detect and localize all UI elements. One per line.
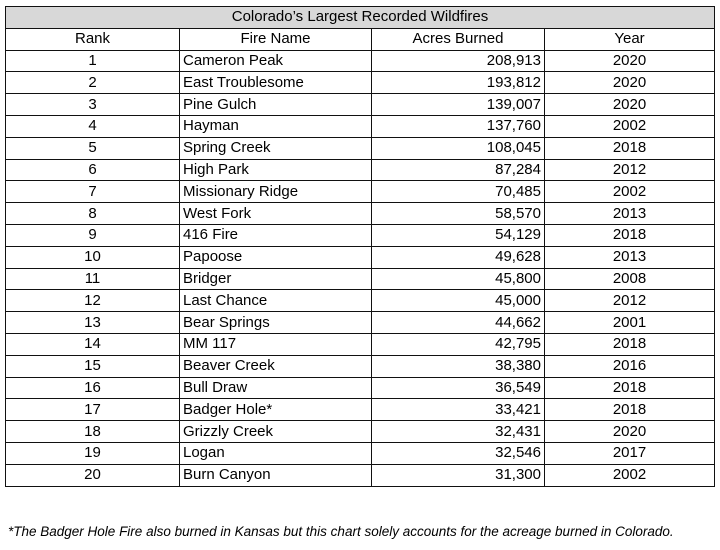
table-row xyxy=(6,246,715,268)
year-cell: 2018 xyxy=(545,399,715,421)
rank-cell: 20 xyxy=(6,464,180,486)
fire-name-cell: Missionary Ridge xyxy=(180,181,372,203)
table-row xyxy=(6,421,715,443)
rank-cell: 10 xyxy=(6,246,180,268)
table-row xyxy=(6,355,715,377)
rank-cell: 5 xyxy=(6,137,180,159)
fire-name-cell: Grizzly Creek xyxy=(180,421,372,443)
year-cell: 2018 xyxy=(545,224,715,246)
year-cell: 2018 xyxy=(545,137,715,159)
acres-cell: 54,129 xyxy=(372,224,545,246)
fire-name-cell: Bridger xyxy=(180,268,372,290)
wildfire-table xyxy=(5,6,715,487)
table-row xyxy=(6,224,715,246)
acres-cell: 36,549 xyxy=(372,377,545,399)
column-header-acres-burned: Acres Burned xyxy=(372,28,545,50)
year-cell: 2001 xyxy=(545,312,715,334)
rank-cell: 3 xyxy=(6,94,180,116)
rank-cell: 8 xyxy=(6,203,180,225)
year-cell: 2002 xyxy=(545,115,715,137)
table-title-row xyxy=(6,7,715,29)
table-row xyxy=(6,442,715,464)
acres-cell: 70,485 xyxy=(372,181,545,203)
fire-name-cell: East Troublesome xyxy=(180,72,372,94)
year-cell: 2008 xyxy=(545,268,715,290)
year-cell: 2020 xyxy=(545,50,715,72)
acres-cell: 137,760 xyxy=(372,115,545,137)
rank-cell: 2 xyxy=(6,72,180,94)
acres-cell: 32,431 xyxy=(372,421,545,443)
table-row xyxy=(6,94,715,116)
table-title: Colorado’s Largest Recorded Wildfires xyxy=(6,7,715,29)
wildfire-table-container xyxy=(5,6,714,487)
rank-cell: 6 xyxy=(6,159,180,181)
fire-name-cell: West Fork xyxy=(180,203,372,225)
acres-cell: 108,045 xyxy=(372,137,545,159)
fire-name-cell: Logan xyxy=(180,442,372,464)
fire-name-cell: Papoose xyxy=(180,246,372,268)
acres-cell: 49,628 xyxy=(372,246,545,268)
acres-cell: 31,300 xyxy=(372,464,545,486)
fire-name-cell: Last Chance xyxy=(180,290,372,312)
rank-cell: 15 xyxy=(6,355,180,377)
fire-name-cell: Beaver Creek xyxy=(180,355,372,377)
table-row xyxy=(6,268,715,290)
year-cell: 2017 xyxy=(545,442,715,464)
table-body xyxy=(6,50,715,486)
rank-cell: 18 xyxy=(6,421,180,443)
table-row xyxy=(6,137,715,159)
table-row xyxy=(6,159,715,181)
rank-cell: 13 xyxy=(6,312,180,334)
table-row xyxy=(6,464,715,486)
rank-cell: 14 xyxy=(6,333,180,355)
rank-cell: 12 xyxy=(6,290,180,312)
year-cell: 2012 xyxy=(545,290,715,312)
column-header-rank: Rank xyxy=(6,28,180,50)
fire-name-cell: Pine Gulch xyxy=(180,94,372,116)
fire-name-cell: Bear Springs xyxy=(180,312,372,334)
fire-name-cell: Cameron Peak xyxy=(180,50,372,72)
year-cell: 2016 xyxy=(545,355,715,377)
rank-cell: 17 xyxy=(6,399,180,421)
acres-cell: 45,800 xyxy=(372,268,545,290)
fire-name-cell: MM 117 xyxy=(180,333,372,355)
year-cell: 2018 xyxy=(545,333,715,355)
year-cell: 2012 xyxy=(545,159,715,181)
acres-cell: 208,913 xyxy=(372,50,545,72)
table-row xyxy=(6,399,715,421)
table-row xyxy=(6,72,715,94)
year-cell: 2020 xyxy=(545,421,715,443)
rank-cell: 7 xyxy=(6,181,180,203)
fire-name-cell: 416 Fire xyxy=(180,224,372,246)
table-row xyxy=(6,333,715,355)
rank-cell: 9 xyxy=(6,224,180,246)
table-row xyxy=(6,50,715,72)
fire-name-cell: Hayman xyxy=(180,115,372,137)
column-header-year: Year xyxy=(545,28,715,50)
table-row xyxy=(6,290,715,312)
footnote: *The Badger Hole Fire also burned in Kansas but this chart solely accounts for the acreage burned in Colorado. xyxy=(8,524,674,539)
acres-cell: 33,421 xyxy=(372,399,545,421)
year-cell: 2013 xyxy=(545,203,715,225)
acres-cell: 45,000 xyxy=(372,290,545,312)
year-cell: 2020 xyxy=(545,72,715,94)
acres-cell: 193,812 xyxy=(372,72,545,94)
acres-cell: 44,662 xyxy=(372,312,545,334)
fire-name-cell: Burn Canyon xyxy=(180,464,372,486)
rank-cell: 11 xyxy=(6,268,180,290)
column-header-fire-name: Fire Name xyxy=(180,28,372,50)
table-row xyxy=(6,115,715,137)
table-row xyxy=(6,377,715,399)
fire-name-cell: Bull Draw xyxy=(180,377,372,399)
year-cell: 2020 xyxy=(545,94,715,116)
acres-cell: 42,795 xyxy=(372,333,545,355)
table-row xyxy=(6,312,715,334)
year-cell: 2018 xyxy=(545,377,715,399)
year-cell: 2002 xyxy=(545,464,715,486)
fire-name-cell: Badger Hole* xyxy=(180,399,372,421)
year-cell: 2013 xyxy=(545,246,715,268)
acres-cell: 87,284 xyxy=(372,159,545,181)
rank-cell: 4 xyxy=(6,115,180,137)
rank-cell: 1 xyxy=(6,50,180,72)
rank-cell: 16 xyxy=(6,377,180,399)
acres-cell: 58,570 xyxy=(372,203,545,225)
fire-name-cell: Spring Creek xyxy=(180,137,372,159)
table-row xyxy=(6,181,715,203)
acres-cell: 139,007 xyxy=(372,94,545,116)
fire-name-cell: High Park xyxy=(180,159,372,181)
table-header-row xyxy=(6,28,715,50)
year-cell: 2002 xyxy=(545,181,715,203)
acres-cell: 32,546 xyxy=(372,442,545,464)
rank-cell: 19 xyxy=(6,442,180,464)
table-row xyxy=(6,203,715,225)
acres-cell: 38,380 xyxy=(372,355,545,377)
